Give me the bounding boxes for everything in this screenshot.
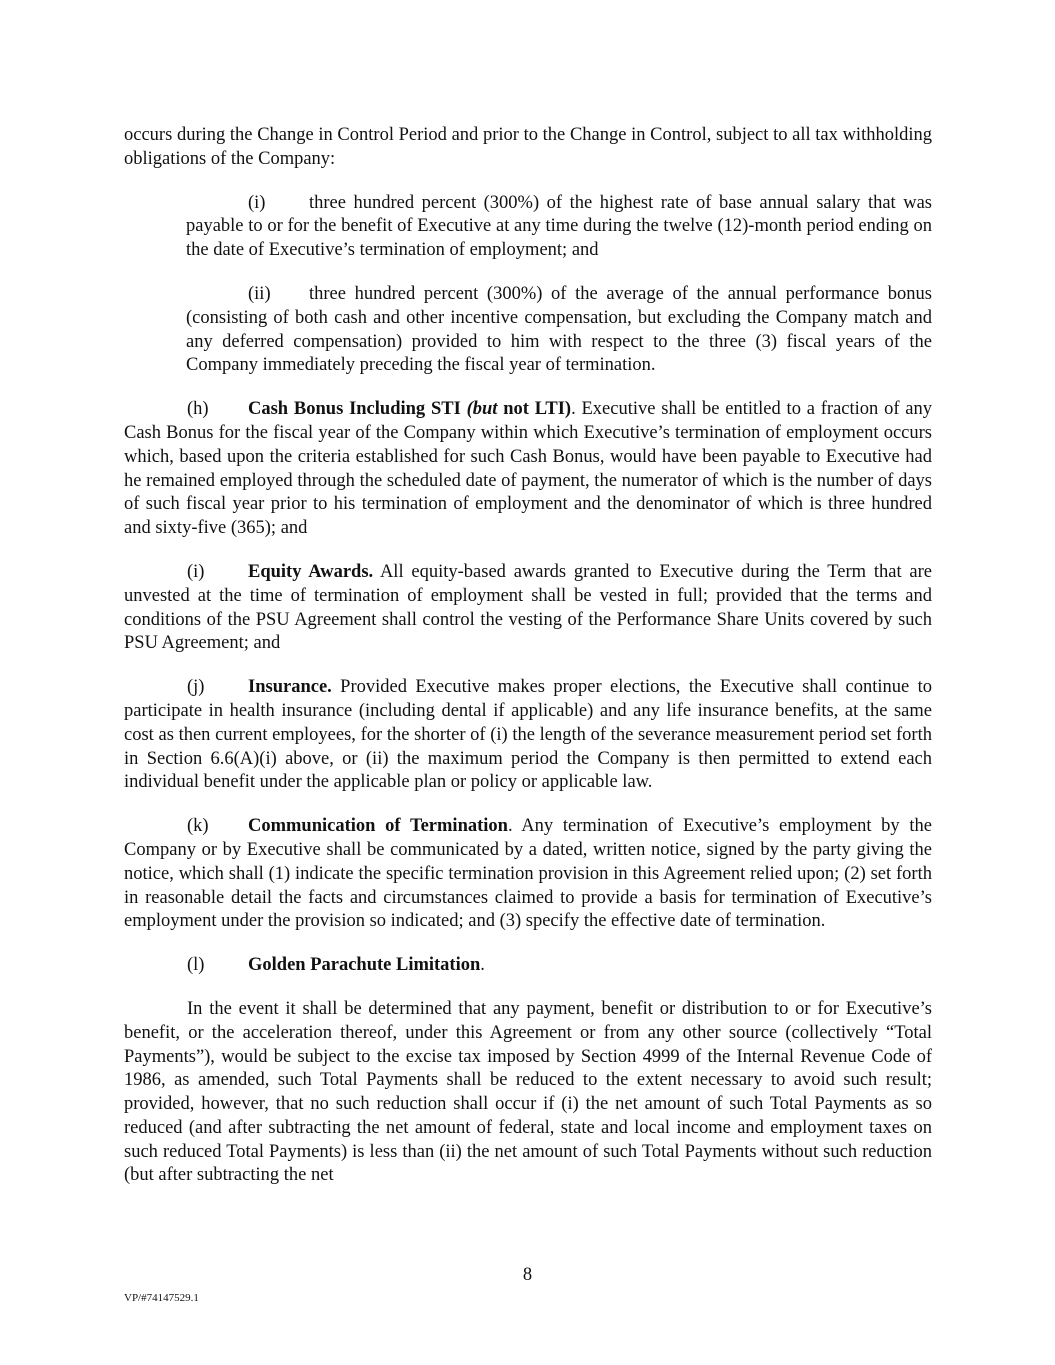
- section-title: Golden Parachute Limitation: [248, 955, 481, 976]
- section-number: (j): [187, 677, 205, 698]
- section-title-part: Cash Bonus Including STI: [248, 399, 467, 420]
- clause-text: three hundred percent (300%) of the average of the annual performance bonus (consisting of both cash and other incentive compensation, but excluding the Company match and any deferred compensation) provided to him with respect to the three (3) fiscal years of the Company immediately preceding the fiscal year of termination.: [186, 283, 932, 376]
- section-h-cash-bonus: [124, 398, 932, 541]
- section-title: Equity Awards.: [248, 561, 374, 582]
- document-body: [124, 124, 932, 1208]
- section-title: [248, 399, 571, 419]
- clause-ii-bonus: [186, 283, 932, 378]
- section-text: .: [480, 955, 485, 976]
- section-j-insurance: [124, 676, 932, 795]
- section-text: . Executive shall be entitled to a fraction of any Cash Bonus for the fiscal year of the Company within which Executive’s termination of employment occurs which, based upon the criteria established for such Cash Bonus, would have been payable to Executive had he remained employed through the scheduled date of payment, the numerator of which is the number of days of such fiscal year prior to his termination of employment and the denominator of which is three hundred and sixty-five (365); and: [124, 399, 932, 539]
- page-number: 8: [522, 1265, 533, 1285]
- section-title: Insurance.: [248, 677, 332, 698]
- section-title: Communication of Termination: [248, 816, 508, 837]
- section-text: All equity-based awards granted to Executive during the Term that are unvested at the time of termination of employment shall be vested in full; provided that the terms and conditions of the PSU Agreement shall control the vesting of the Performance Share Units covered by such PSU Agreement; and: [124, 561, 932, 654]
- section-number: (i): [187, 561, 205, 582]
- section-number: (l): [187, 955, 205, 976]
- section-l-golden-parachute: [124, 954, 932, 978]
- section-i-equity-awards: [124, 561, 932, 656]
- clause-number: (i): [248, 192, 266, 213]
- document-id: VP/#74147529.1: [124, 1292, 199, 1304]
- golden-parachute-paragraph: In the event it shall be determined that any payment, benefit or distribution to or for Executive’s benefit, or the acceleration thereof, under this Agreement or from any other source (collectively “Total Payments”), would be subject to the excise tax imposed by Section 4999 of the Internal Revenue Code of 1986, as amended, such Total Payments shall be reduced to the extent necessary to avoid such result; provided, however, that no such reduction shall occur if (i) the net amount of such Total Payments as so reduced (and after subtracting the net amount of federal, state and local income and employment taxes on such reduced Total Payments) is less than (ii) the net amount of such Total Payments without such reduction (but after subtracting the net: [124, 998, 932, 1186]
- intro-paragraph: occurs during the Change in Control Period and prior to the Change in Control, subject to all tax withholding obligations of the Company:: [124, 125, 932, 169]
- section-text: . Any termination of Executive’s employment by the Company or by Executive shall be communicated by a dated, written notice, signed by the party giving the notice, which shall (1) indicate the specific termination provision in this Agreement relied upon; (2) set forth in reasonable detail the facts and circumstances claimed to provide a basis for termination of Executive’s employment under the provision so indicated; and (3) specify the effective date of termination.: [124, 816, 932, 932]
- section-k-communication: [124, 815, 932, 934]
- section-number: (k): [187, 816, 209, 837]
- section-text: Provided Executive makes proper elections, the Executive shall continue to participate in health insurance (including dental if applicable) and any life insurance benefits, at the same cost as then current employees, for the shorter of (i) the length of the severance measurement period set forth in Section 6.6(A)(i) above, or (ii) the maximum period the Company is then permitted to extend each individual benefit under the applicable plan or policy or applicable law.: [124, 677, 932, 793]
- clause-number: (ii): [248, 283, 271, 304]
- clause-text: three hundred percent (300%) of the highest rate of base annual salary that was payable to or for the benefit of Executive at any time during the twelve (12)-month period ending on the date of Executive’s termination of employment; and: [186, 192, 932, 261]
- section-title-part: not LTI): [497, 399, 572, 420]
- clause-i-salary: [186, 192, 932, 263]
- section-number: (h): [187, 399, 209, 420]
- section-title-italic: (but: [466, 399, 498, 420]
